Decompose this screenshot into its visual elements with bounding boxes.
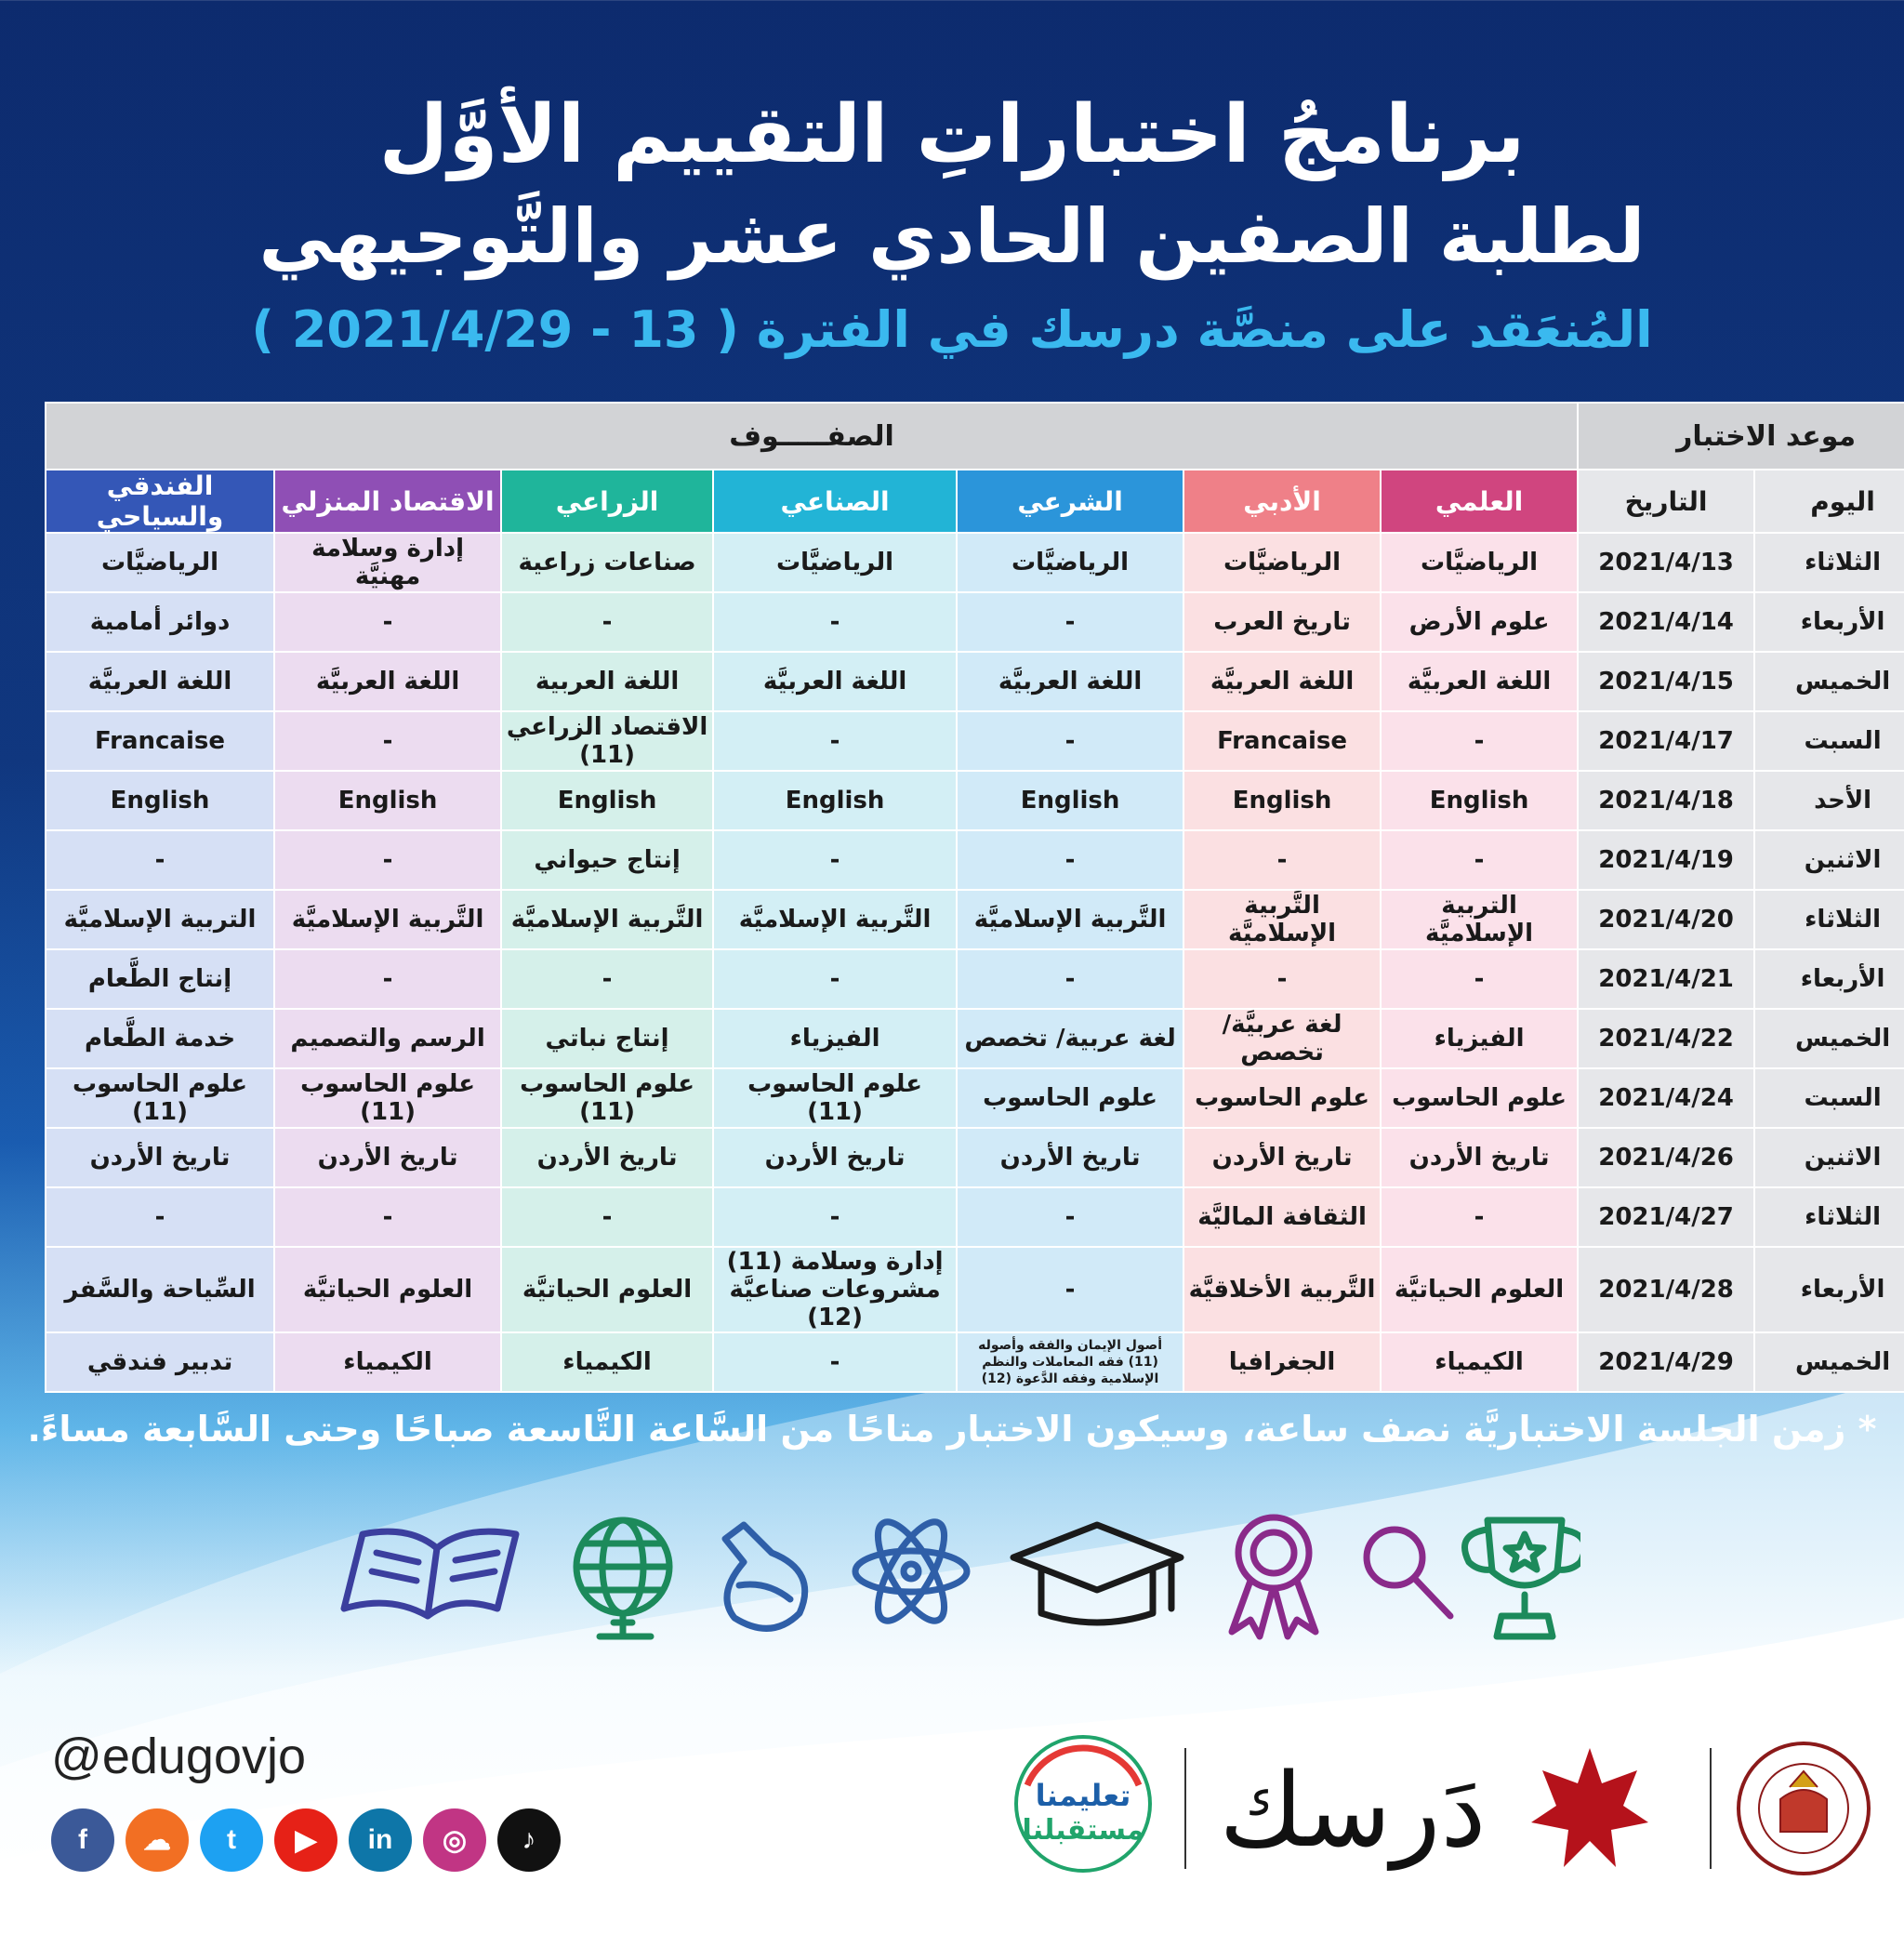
cell-subject: الكيمياء bbox=[501, 1332, 713, 1392]
cell-date: 2021/4/24 bbox=[1578, 1068, 1754, 1128]
cell-subject: الفيزياء bbox=[713, 1009, 957, 1068]
cell-subject: التَّربية الأخلاقيَّة bbox=[1183, 1247, 1381, 1332]
table-row bbox=[46, 890, 1904, 949]
col-header-track: الأدبي bbox=[1183, 470, 1381, 533]
cell-day: السبت bbox=[1754, 1068, 1904, 1128]
cell-subject: - bbox=[1381, 830, 1578, 890]
cell-subject: - bbox=[713, 830, 957, 890]
cell-subject: تاريخ الأردن bbox=[1381, 1128, 1578, 1187]
cell-subject: - bbox=[274, 949, 501, 1009]
cell-subject: - bbox=[957, 1187, 1183, 1247]
cell-subject: علوم الحاسوب (11) bbox=[46, 1068, 274, 1128]
cell-subject: - bbox=[1183, 830, 1381, 890]
table-row bbox=[46, 949, 1904, 1009]
table-row bbox=[46, 1247, 1904, 1332]
book-icon bbox=[344, 1531, 516, 1616]
cell-subject: السِّياحة والسَّفر bbox=[46, 1247, 274, 1332]
cell-day: الاثنين bbox=[1754, 830, 1904, 890]
cell-day: الثلاثاء bbox=[1754, 1187, 1904, 1247]
track-header-row bbox=[46, 470, 1904, 533]
facebook-icon[interactable]: f bbox=[51, 1808, 114, 1872]
cell-subject: - bbox=[713, 1187, 957, 1247]
cell-day: الخميس bbox=[1754, 1332, 1904, 1392]
cell-subject: الرياضيَّات bbox=[46, 533, 274, 592]
cell-subject: - bbox=[46, 830, 274, 890]
cell-subject: تاريخ الأردن bbox=[1183, 1128, 1381, 1187]
cell-subject: Francaise bbox=[1183, 711, 1381, 771]
linkedin-icon[interactable]: in bbox=[349, 1808, 412, 1872]
cell-subject: اللغة العربيَّة bbox=[957, 652, 1183, 711]
cell-subject: English bbox=[274, 771, 501, 830]
cell-subject: تاريخ الأردن bbox=[957, 1128, 1183, 1187]
soundcloud-icon[interactable]: ☁ bbox=[126, 1808, 189, 1872]
cell-subject: اللغة العربيَّة bbox=[713, 652, 957, 711]
cell-day: الثلاثاء bbox=[1754, 890, 1904, 949]
cell-subject: - bbox=[501, 949, 713, 1009]
cell-subject: - bbox=[46, 1187, 274, 1247]
cell-date: 2021/4/15 bbox=[1578, 652, 1754, 711]
cell-subject: التَّربية الإسلاميَّة bbox=[1183, 890, 1381, 949]
graduation-cap-icon bbox=[1013, 1525, 1181, 1623]
cell-date: 2021/4/18 bbox=[1578, 771, 1754, 830]
schedule-body bbox=[46, 533, 1904, 1392]
cell-day: الاثنين bbox=[1754, 1128, 1904, 1187]
col-header-track: الشرعي bbox=[957, 470, 1183, 533]
group-header-tracks: الصفـــــوف bbox=[46, 403, 1578, 470]
taleemna-logo bbox=[1016, 1737, 1150, 1871]
cell-subject: اللغة العربيَّة bbox=[274, 652, 501, 711]
cell-subject: - bbox=[1381, 1187, 1578, 1247]
title-block bbox=[0, 84, 1904, 363]
cell-subject: English bbox=[501, 771, 713, 830]
cell-date: 2021/4/20 bbox=[1578, 890, 1754, 949]
col-header-track: الزراعي bbox=[501, 470, 713, 533]
table-row bbox=[46, 830, 1904, 890]
cell-subject: - bbox=[1183, 949, 1381, 1009]
page-subtitle: المُنعَقد على منصَّة درسك في الفترة ( 13 - 2021/4/29 ) bbox=[251, 300, 1653, 359]
instagram-icon[interactable]: ◎ bbox=[423, 1808, 486, 1872]
cell-date: 2021/4/29 bbox=[1578, 1332, 1754, 1392]
cell-subject: لغة عربية/ تخصص bbox=[957, 1009, 1183, 1068]
cell-subject: تاريخ الأردن bbox=[274, 1128, 501, 1187]
cell-subject: خدمة الطَّعام bbox=[46, 1009, 274, 1068]
col-header-track: الفندقي والسياحي bbox=[46, 470, 274, 533]
cell-subject: - bbox=[1381, 949, 1578, 1009]
cell-subject: التربية الإسلاميَّة bbox=[1381, 890, 1578, 949]
cell-day: الخميس bbox=[1754, 1009, 1904, 1068]
exam-note: * زمن الجلسة الاختباريَّة نصف ساعة، وسيكون الاختبار متاحًا من السَّاعة التَّاسعة صباحًا وحتى السَّابعة مساءً. bbox=[27, 1409, 1877, 1450]
cell-subject: صناعات زراعية bbox=[501, 533, 713, 592]
col-header-track: الاقتصاد المنزلي bbox=[274, 470, 501, 533]
globe-icon bbox=[576, 1520, 669, 1636]
cell-subject: - bbox=[501, 1187, 713, 1247]
cell-subject: - bbox=[501, 592, 713, 652]
cell-subject: علوم الحاسوب bbox=[1183, 1068, 1381, 1128]
cell-subject: العلوم الحياتيَّة bbox=[1381, 1247, 1578, 1332]
cell-subject: - bbox=[957, 1247, 1183, 1332]
exam-schedule-table bbox=[45, 402, 1904, 1393]
cell-subject: تاريخ العرب bbox=[1183, 592, 1381, 652]
cell-subject: الرياضيَّات bbox=[713, 533, 957, 592]
table-row bbox=[46, 592, 1904, 652]
cell-subject: اللغة العربيَّة bbox=[46, 652, 274, 711]
cell-day: الأربعاء bbox=[1754, 592, 1904, 652]
cell-subject: - bbox=[274, 711, 501, 771]
cell-subject: - bbox=[274, 1187, 501, 1247]
trophy-icon bbox=[1465, 1520, 1581, 1636]
cell-subject: الفيزياء bbox=[1381, 1009, 1578, 1068]
cell-subject: التَّربية الإسلاميَّة bbox=[957, 890, 1183, 949]
table-row bbox=[46, 1332, 1904, 1392]
cell-subject: English bbox=[957, 771, 1183, 830]
cell-subject: تاريخ الأردن bbox=[46, 1128, 274, 1187]
cell-date: 2021/4/21 bbox=[1578, 949, 1754, 1009]
cell-subject: إنتاج حيواني bbox=[501, 830, 713, 890]
cell-day: الثلاثاء bbox=[1754, 533, 1904, 592]
table-row bbox=[46, 1187, 1904, 1247]
cell-subject: الرسم والتصميم bbox=[274, 1009, 501, 1068]
cell-subject: الرياضيَّات bbox=[957, 533, 1183, 592]
cell-date: 2021/4/17 bbox=[1578, 711, 1754, 771]
table-row bbox=[46, 771, 1904, 830]
page-title: برنامجُ اختباراتِ التقييم الأوَّل bbox=[378, 88, 1526, 181]
table-row bbox=[46, 1009, 1904, 1068]
group-header-date: موعد الاختبار bbox=[1578, 403, 1904, 470]
cell-subject: الثقافة الماليَّة bbox=[1183, 1187, 1381, 1247]
cell-subject: دوائر أمامية bbox=[46, 592, 274, 652]
decorative-icons bbox=[335, 1506, 1580, 1646]
table-row bbox=[46, 1128, 1904, 1187]
cell-date: 2021/4/22 bbox=[1578, 1009, 1754, 1068]
cell-day: الخميس bbox=[1754, 652, 1904, 711]
magnifier-icon bbox=[1367, 1530, 1450, 1616]
cell-subject: - bbox=[274, 592, 501, 652]
cell-subject: العلوم الحياتيَّة bbox=[274, 1247, 501, 1332]
atom-icon bbox=[855, 1513, 967, 1630]
taleemna-logo-line2: مستقبلنا bbox=[1022, 1814, 1144, 1847]
ministry-seal-icon bbox=[1739, 1743, 1869, 1874]
cell-subject: علوم الحاسوب (11) bbox=[274, 1068, 501, 1128]
cell-subject: التَّربية الإسلاميَّة bbox=[713, 890, 957, 949]
cell-subject: اللغة العربية bbox=[501, 652, 713, 711]
cell-subject: إدارة وسلامة (11) مشروعات صناعيَّة (12) bbox=[713, 1247, 957, 1332]
table-row bbox=[46, 1068, 1904, 1128]
tiktok-icon[interactable]: ♪ bbox=[497, 1808, 561, 1872]
cell-subject: English bbox=[46, 771, 274, 830]
cell-date: 2021/4/26 bbox=[1578, 1128, 1754, 1187]
cell-date: 2021/4/19 bbox=[1578, 830, 1754, 890]
cell-subject: علوم الحاسوب bbox=[957, 1068, 1183, 1128]
cell-subject: Francaise bbox=[46, 711, 274, 771]
col-header-day: اليوم bbox=[1754, 470, 1904, 533]
cell-subject: أصول الإيمان والفقه وأصوله (11) فقه المعاملات والنظم الإسلامية وفقه الدَّعوة (12) bbox=[957, 1332, 1183, 1392]
cell-subject: اللغة العربيَّة bbox=[1183, 652, 1381, 711]
twitter-icon[interactable]: t bbox=[200, 1808, 263, 1872]
cell-subject: الرياضيَّات bbox=[1183, 533, 1381, 592]
cell-subject: - bbox=[713, 711, 957, 771]
cell-day: الأربعاء bbox=[1754, 1247, 1904, 1332]
cell-subject: التَّربية الإسلاميَّة bbox=[501, 890, 713, 949]
cell-subject: English bbox=[1381, 771, 1578, 830]
cell-subject: الكيمياء bbox=[274, 1332, 501, 1392]
cell-subject: علوم الحاسوب bbox=[1381, 1068, 1578, 1128]
cell-date: 2021/4/28 bbox=[1578, 1247, 1754, 1332]
cell-subject: الرياضيَّات bbox=[1381, 533, 1578, 592]
flask-icon bbox=[725, 1525, 805, 1628]
cell-subject: إنتاج نباتي bbox=[501, 1009, 713, 1068]
cell-subject: - bbox=[957, 949, 1183, 1009]
cell-subject: علوم الحاسوب (11) bbox=[713, 1068, 957, 1128]
cell-day: الأربعاء bbox=[1754, 949, 1904, 1009]
cell-subject: الاقتصاد الزراعي (11) bbox=[501, 711, 713, 771]
table-row bbox=[46, 533, 1904, 592]
cell-day: الأحد bbox=[1754, 771, 1904, 830]
table-row bbox=[46, 652, 1904, 711]
cell-subject: علوم الحاسوب (11) bbox=[501, 1068, 713, 1128]
cell-subject: - bbox=[274, 830, 501, 890]
cell-subject: - bbox=[713, 592, 957, 652]
award-ribbon-icon bbox=[1232, 1517, 1316, 1636]
cell-subject: إنتاج الطَّعام bbox=[46, 949, 274, 1009]
cell-subject: English bbox=[1183, 771, 1381, 830]
cell-subject: الجغرافيا bbox=[1183, 1332, 1381, 1392]
cell-date: 2021/4/27 bbox=[1578, 1187, 1754, 1247]
page-title-line2: لطلبة الصفين الحادي عشر والتَّوجيهي bbox=[258, 193, 1646, 280]
cell-subject: تدبير فندقي bbox=[46, 1332, 274, 1392]
cell-subject: التربية الإسلاميَّة bbox=[46, 890, 274, 949]
col-header-track: الصناعي bbox=[713, 470, 957, 533]
cell-subject: - bbox=[713, 1332, 957, 1392]
taleemna-logo-line1: تعليمنا bbox=[1035, 1778, 1131, 1813]
footer-logos bbox=[1004, 1729, 1878, 1888]
cell-subject: - bbox=[957, 592, 1183, 652]
cell-day: السبت bbox=[1754, 711, 1904, 771]
cell-subject: التَّربية الإسلاميَّة bbox=[274, 890, 501, 949]
cell-subject: الكيمياء bbox=[1381, 1332, 1578, 1392]
cell-subject: - bbox=[957, 711, 1183, 771]
cell-subject: علوم الأرض bbox=[1381, 592, 1578, 652]
cell-subject: العلوم الحياتيَّة bbox=[501, 1247, 713, 1332]
table-row bbox=[46, 711, 1904, 771]
col-header-track: العلمي bbox=[1381, 470, 1578, 533]
jordan-star-icon bbox=[1531, 1748, 1648, 1867]
cell-subject: - bbox=[1381, 711, 1578, 771]
cell-subject: تاريخ الأردن bbox=[713, 1128, 957, 1187]
darsak-logo: دَرسك bbox=[1219, 1751, 1487, 1870]
cell-subject: English bbox=[713, 771, 957, 830]
cell-subject: تاريخ الأردن bbox=[501, 1128, 713, 1187]
cell-subject: - bbox=[957, 830, 1183, 890]
social-icons bbox=[51, 1808, 561, 1872]
cell-date: 2021/4/13 bbox=[1578, 533, 1754, 592]
col-header-date: التاريخ bbox=[1578, 470, 1754, 533]
cell-subject: اللغة العربيَّة bbox=[1381, 652, 1578, 711]
cell-date: 2021/4/14 bbox=[1578, 592, 1754, 652]
cell-subject: - bbox=[713, 949, 957, 1009]
social-handle[interactable]: @edugovjo bbox=[51, 1729, 307, 1784]
cell-subject: إدارة وسلامة مهنيَّة bbox=[274, 533, 501, 592]
youtube-icon[interactable]: ▶ bbox=[274, 1808, 337, 1872]
cell-subject: لغة عربيَّة/ تخصص bbox=[1183, 1009, 1381, 1068]
